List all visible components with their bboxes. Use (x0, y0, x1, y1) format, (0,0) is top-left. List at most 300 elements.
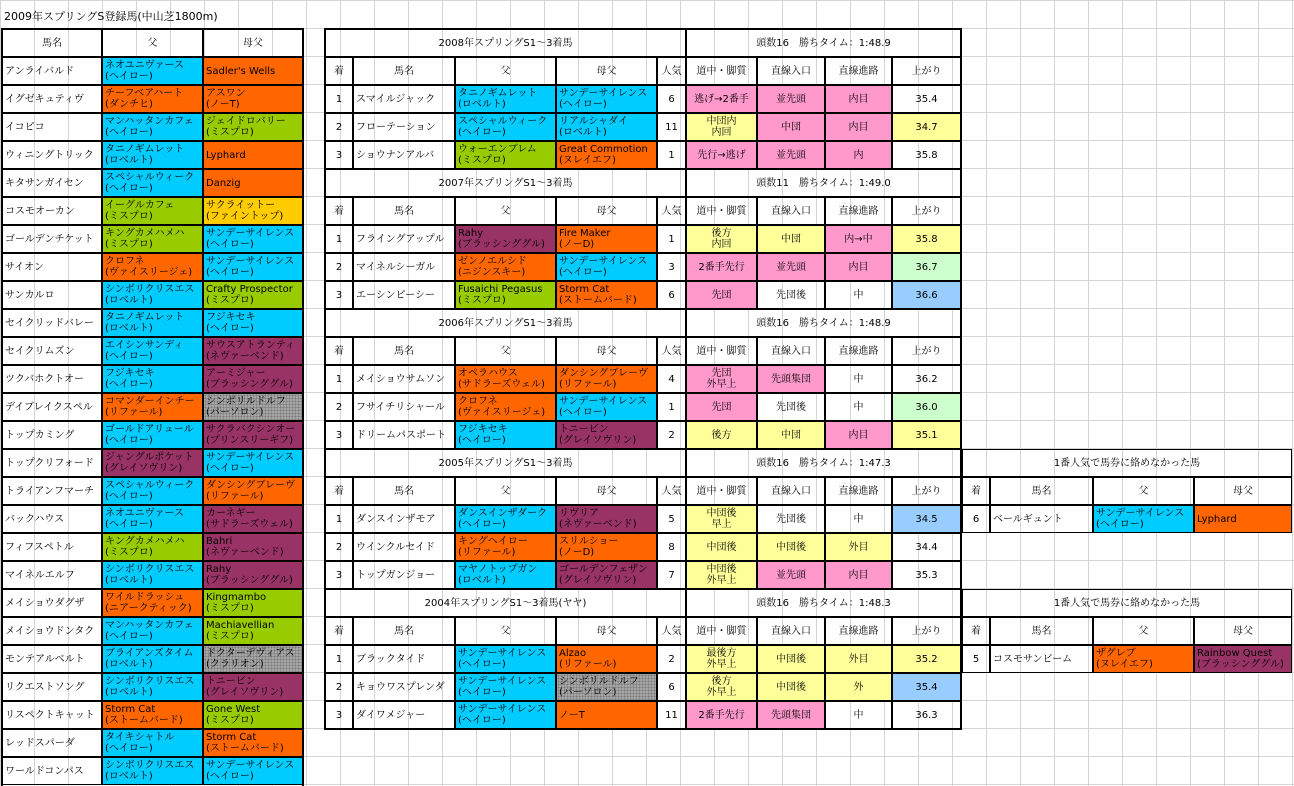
race-header-1[interactable]: 馬名 (353, 197, 455, 225)
race-finish-position[interactable]: 1 (325, 85, 353, 113)
registry-damsire[interactable]: シンボリルドルフ (パーソロン) (203, 393, 303, 421)
race-sire[interactable]: ゼンノエルシド (ニジンスキー) (455, 253, 556, 281)
registry-damsire[interactable]: Kingmambo (ミスプロ) (203, 589, 303, 617)
race-title[interactable]: 2005年スプリングS1～3着馬 (325, 449, 686, 477)
race-stretch-path[interactable]: 内目 (825, 253, 892, 281)
race-stretch-entry[interactable]: 並先頭 (757, 85, 825, 113)
race-stretch-path[interactable]: 内 (825, 141, 892, 169)
registry-sire[interactable]: エイシンサンディ (ヘイロー) (102, 337, 203, 365)
race-header-0[interactable]: 着 (325, 197, 353, 225)
race-running-style[interactable]: 逃げ→2番手 (686, 85, 757, 113)
race-popularity[interactable]: 4 (657, 365, 686, 393)
race-header-7[interactable]: 直線進路 (825, 337, 892, 365)
race-header-4[interactable]: 人気 (657, 197, 686, 225)
race-header-5[interactable]: 道中・脚質 (686, 477, 757, 505)
race-popularity[interactable]: 3 (657, 253, 686, 281)
registry-sire[interactable]: クロフネ (ヴァイスリージェ) (102, 253, 203, 281)
race-border-top (324, 448, 962, 450)
race-header-3[interactable]: 母父 (556, 617, 657, 645)
race-header-6[interactable]: 直線入口 (757, 617, 825, 645)
race-running-style[interactable]: 先団 (686, 281, 757, 309)
race-last-3f-time[interactable]: 36.6 (892, 281, 961, 309)
registry-damsire[interactable]: フジキセキ (ヘイロー) (203, 309, 303, 337)
race-finish-position[interactable]: 2 (325, 673, 353, 701)
race-damsire[interactable]: ゴールデンフェザン (グレイソヴリン) (556, 561, 657, 589)
favorite-horse-name[interactable]: ベールギュント (990, 505, 1093, 533)
registry-horse-name[interactable]: トップクリフォード (2, 449, 102, 477)
race-sire[interactable]: サンデーサイレンス (ヘイロー) (455, 701, 556, 729)
race-header-8[interactable]: 上がり (892, 197, 961, 225)
race-header-0[interactable]: 着 (325, 337, 353, 365)
race-stretch-entry[interactable]: 先頭集団 (757, 365, 825, 393)
registry-horse-name[interactable]: サンカルロ (2, 281, 102, 309)
race-sire[interactable]: ウォーエンブレム (ミスプロ) (455, 141, 556, 169)
race-header-2[interactable]: 父 (455, 337, 556, 365)
race-border-bottom (324, 728, 962, 730)
registry-sire[interactable]: シンボリクリスエス (ロベルト) (102, 757, 203, 785)
race-finish-position[interactable]: 3 (325, 281, 353, 309)
race-sire[interactable]: ダンスインザダーク (ヘイロー) (455, 505, 556, 533)
registry-sire[interactable]: キングカメハメハ (ミスプロ) (102, 533, 203, 561)
registry-horse-name[interactable]: キタサンガイセン (2, 169, 102, 197)
registry-sire[interactable]: Storm Cat (ストームバード) (102, 701, 203, 729)
registry-damsire[interactable]: Bahri (ネヴァーベンド) (203, 533, 303, 561)
registry-damsire[interactable]: トニービン (グレイソヴリン) (203, 673, 303, 701)
race-running-style[interactable]: 中団後 早上 (686, 505, 757, 533)
race-stretch-path[interactable]: 内目 (825, 421, 892, 449)
registry-sire[interactable]: フジキセキ (ヘイロー) (102, 365, 203, 393)
race-header-8[interactable]: 上がり (892, 57, 961, 85)
registry-header-horse[interactable]: 馬名 (2, 29, 102, 57)
race-stretch-path[interactable]: 中 (825, 505, 892, 533)
race-stretch-path[interactable]: 中 (825, 701, 892, 729)
race-info[interactable]: 頭数11 勝ちタイム：1:49.0 (686, 169, 961, 197)
favorite-header-1[interactable]: 馬名 (990, 477, 1093, 505)
race-horse-name[interactable]: ショウナンアルバ (353, 141, 455, 169)
race-header-4[interactable]: 人気 (657, 617, 686, 645)
registry-damsire[interactable]: Gone West (ミスプロ) (203, 701, 303, 729)
race-stretch-path[interactable]: 内目 (825, 85, 892, 113)
favorite-horse-name[interactable]: コスモサンビーム (990, 645, 1093, 673)
race-popularity[interactable]: 1 (657, 141, 686, 169)
race-running-style[interactable]: 最後方 外早上 (686, 645, 757, 673)
race-damsire[interactable]: トニービン (グレイソヴリン) (556, 421, 657, 449)
registry-damsire[interactable]: サクラバクシンオー (プリンスリーギフ) (203, 421, 303, 449)
race-finish-position[interactable]: 1 (325, 365, 353, 393)
registry-horse-name[interactable]: バックハウス (2, 505, 102, 533)
race-header-1[interactable]: 馬名 (353, 617, 455, 645)
race-header-1[interactable]: 馬名 (353, 57, 455, 85)
race-finish-position[interactable]: 1 (325, 225, 353, 253)
race-running-style[interactable]: 先行→逃げ (686, 141, 757, 169)
race-last-3f-time[interactable]: 34.4 (892, 533, 961, 561)
race-horse-name[interactable]: マイネルシーガル (353, 253, 455, 281)
race-sire[interactable]: Rahy (ブラッシンググル) (455, 225, 556, 253)
registry-horse-name[interactable]: コスモオーカン (2, 197, 102, 225)
registry-border-right (302, 28, 304, 786)
race-popularity[interactable]: 1 (657, 393, 686, 421)
registry-damsire[interactable]: サンデーサイレンス (ヘイロー) (203, 253, 303, 281)
race-header-4[interactable]: 人気 (657, 57, 686, 85)
race-header-2[interactable]: 父 (455, 197, 556, 225)
registry-damsire[interactable]: サクライットー (ファイントップ) (203, 197, 303, 225)
registry-sire[interactable]: タニノギムレット (ロベルト) (102, 309, 203, 337)
race-popularity[interactable]: 11 (657, 113, 686, 141)
registry-horse-name[interactable]: イグゼキュティヴ (2, 85, 102, 113)
race-header-4[interactable]: 人気 (657, 337, 686, 365)
registry-horse-name[interactable]: レッドスパーダ (2, 729, 102, 757)
registry-sire[interactable]: スペシャルウィーク (ヘイロー) (102, 477, 203, 505)
race-popularity[interactable]: 1 (657, 225, 686, 253)
favorite-sire[interactable]: サンデーサイレンス (ヘイロー) (1093, 505, 1194, 533)
favorite-header-3[interactable]: 母父 (1194, 617, 1292, 645)
race-header-6[interactable]: 直線入口 (757, 477, 825, 505)
race-title[interactable]: 2004年スプリングS1～3着馬(ヤヤ) (325, 589, 686, 617)
race-running-style[interactable]: 後方 外早上 (686, 673, 757, 701)
race-damsire[interactable]: ノーT (556, 701, 657, 729)
registry-sire[interactable]: ワイルドラッシュ (ニアークティック) (102, 589, 203, 617)
registry-damsire[interactable]: ジェイドロバリー (ミスプロ) (203, 113, 303, 141)
race-sire[interactable]: フジキセキ (ヘイロー) (455, 421, 556, 449)
registry-sire[interactable]: キングカメハメハ (ミスプロ) (102, 225, 203, 253)
race-header-5[interactable]: 道中・脚質 (686, 617, 757, 645)
race-header-5[interactable]: 道中・脚質 (686, 57, 757, 85)
race-stretch-entry[interactable]: 中団 (757, 421, 825, 449)
race-last-3f-time[interactable]: 36.3 (892, 701, 961, 729)
registry-horse-name[interactable]: リスペクトキャット (2, 701, 102, 729)
race-damsire[interactable]: サンデーサイレンス (ヘイロー) (556, 85, 657, 113)
race-border-top (324, 588, 962, 590)
registry-sire[interactable]: マンハッタンカフェ (ヘイロー) (102, 113, 203, 141)
registry-horse-name[interactable]: セイクリムズン (2, 337, 102, 365)
race-finish-position[interactable]: 3 (325, 561, 353, 589)
favorite-header-0[interactable]: 着 (962, 477, 990, 505)
race-horse-name[interactable]: ドリームパスポート (353, 421, 455, 449)
registry-horse-name[interactable]: フィフスペトル (2, 533, 102, 561)
registry-damsire[interactable]: Lyphard (203, 141, 303, 169)
favorite-finish-position[interactable]: 6 (962, 505, 990, 533)
race-stretch-path[interactable]: 外 (825, 673, 892, 701)
race-damsire[interactable]: Fire Maker (ノーD) (556, 225, 657, 253)
race-popularity[interactable]: 8 (657, 533, 686, 561)
race-stretch-entry[interactable]: 中団後 (757, 645, 825, 673)
race-header-5[interactable]: 道中・脚質 (686, 337, 757, 365)
race-header-3[interactable]: 母父 (556, 197, 657, 225)
favorite-header-2[interactable]: 父 (1093, 477, 1194, 505)
race-header-7[interactable]: 直線進路 (825, 477, 892, 505)
registry-horse-name[interactable]: トライアンフマーチ (2, 477, 102, 505)
registry-sire[interactable]: ネオユニヴァース (ヘイロー) (102, 57, 203, 85)
race-running-style[interactable]: 中団後 (686, 533, 757, 561)
registry-damsire[interactable]: Machiavellian (ミスプロ) (203, 617, 303, 645)
race-stretch-entry[interactable]: 先団後 (757, 281, 825, 309)
race-last-3f-time[interactable]: 34.5 (892, 505, 961, 533)
race-stretch-entry[interactable]: 中団 (757, 113, 825, 141)
race-running-style[interactable]: 後方 内回 (686, 225, 757, 253)
registry-header-sire[interactable]: 父 (102, 29, 203, 57)
race-running-style[interactable]: 先団 外早上 (686, 365, 757, 393)
race-header-1[interactable]: 馬名 (353, 477, 455, 505)
race-stretch-entry[interactable]: 先団後 (757, 505, 825, 533)
registry-border-top (1, 28, 304, 30)
race-info[interactable]: 頭数16 勝ちタイム：1:48.3 (686, 589, 961, 617)
race-finish-position[interactable]: 3 (325, 421, 353, 449)
race-info[interactable]: 頭数16 勝ちタイム：1:47.3 (686, 449, 961, 477)
registry-damsire[interactable]: サンデーサイレンス (ヘイロー) (203, 757, 303, 785)
race-stretch-path[interactable]: 内目 (825, 113, 892, 141)
race-running-style[interactable]: 2番手先行 (686, 701, 757, 729)
race-header-8[interactable]: 上がり (892, 337, 961, 365)
race-header-6[interactable]: 直線入口 (757, 57, 825, 85)
favorite-header-0[interactable]: 着 (962, 617, 990, 645)
registry-horse-name[interactable]: メイショウダグザ (2, 589, 102, 617)
race-last-3f-time[interactable]: 36.2 (892, 365, 961, 393)
favorite-title[interactable]: 1番人気で馬券に絡めなかった馬 (962, 449, 1292, 477)
race-header-0[interactable]: 着 (325, 617, 353, 645)
race-damsire[interactable]: Alzao (リファール) (556, 645, 657, 673)
registry-damsire[interactable]: ドクターデヴィアス (クラリオン) (203, 645, 303, 673)
race-title[interactable]: 2008年スプリングS1～3着馬 (325, 29, 686, 57)
race-popularity[interactable]: 6 (657, 85, 686, 113)
race-horse-name[interactable]: ウインクルセイド (353, 533, 455, 561)
registry-title[interactable]: 2009年スプリングS登録馬(中山芝1800m) (4, 9, 218, 23)
race-header-0[interactable]: 着 (325, 57, 353, 85)
registry-sire[interactable]: シンボリクリスエス (ロベルト) (102, 281, 203, 309)
race-horse-name[interactable]: フサイチリシャール (353, 393, 455, 421)
registry-sire[interactable]: ネオユニヴァース (ヘイロー) (102, 505, 203, 533)
registry-sire[interactable]: ジャングルポケット (グレイソヴリン) (102, 449, 203, 477)
race-damsire[interactable]: Great Commotion (ヌレイエフ) (556, 141, 657, 169)
registry-border-left (1, 28, 3, 786)
race-header-7[interactable]: 直線進路 (825, 197, 892, 225)
race-stretch-path[interactable]: 中 (825, 393, 892, 421)
favorite-damsire[interactable]: Rainbow Quest (ブラッシンググル) (1194, 645, 1292, 673)
race-damsire[interactable]: Storm Cat (ストームバード) (556, 281, 657, 309)
race-info[interactable]: 頭数16 勝ちタイム：1:48.9 (686, 309, 961, 337)
race-stretch-entry[interactable]: 中団後 (757, 533, 825, 561)
race-header-0[interactable]: 着 (325, 477, 353, 505)
race-title[interactable]: 2006年スプリングS1～3着馬 (325, 309, 686, 337)
race-stretch-entry[interactable]: 中団後 (757, 673, 825, 701)
race-stretch-path[interactable]: 外目 (825, 645, 892, 673)
race-header-1[interactable]: 馬名 (353, 337, 455, 365)
favorite-finish-position[interactable]: 5 (962, 645, 990, 673)
race-finish-position[interactable]: 2 (325, 253, 353, 281)
race-header-8[interactable]: 上がり (892, 477, 961, 505)
registry-horse-name[interactable]: サイオン (2, 253, 102, 281)
race-header-6[interactable]: 直線入口 (757, 197, 825, 225)
race-horse-name[interactable]: トップガンジョー (353, 561, 455, 589)
race-last-3f-time[interactable]: 35.3 (892, 561, 961, 589)
race-header-8[interactable]: 上がり (892, 617, 961, 645)
race-running-style[interactable]: 先団 (686, 393, 757, 421)
race-last-3f-time[interactable]: 35.2 (892, 645, 961, 673)
race-header-4[interactable]: 人気 (657, 477, 686, 505)
registry-damsire[interactable]: サンデーサイレンス (ヘイロー) (203, 449, 303, 477)
registry-horse-name[interactable]: ゴールデンチケット (2, 225, 102, 253)
race-finish-position[interactable]: 2 (325, 393, 353, 421)
race-stretch-path[interactable]: 中 (825, 281, 892, 309)
registry-horse-name[interactable]: マイネルエルフ (2, 561, 102, 589)
race-last-3f-time[interactable]: 36.7 (892, 253, 961, 281)
race-damsire[interactable]: サンデーサイレンス (ヘイロー) (556, 393, 657, 421)
race-damsire[interactable]: シンボリルドルフ (パーソロン) (556, 673, 657, 701)
race-last-3f-time[interactable]: 35.8 (892, 141, 961, 169)
race-running-style[interactable]: 2番手先行 (686, 253, 757, 281)
race-header-2[interactable]: 父 (455, 617, 556, 645)
race-stretch-path[interactable]: 中 (825, 365, 892, 393)
race-border-top (324, 308, 962, 310)
race-damsire[interactable]: ダンシングブレーヴ (リファール) (556, 365, 657, 393)
race-stretch-entry[interactable]: 並先頭 (757, 141, 825, 169)
race-finish-position[interactable]: 2 (325, 113, 353, 141)
registry-damsire[interactable]: Danzig (203, 169, 303, 197)
race-stretch-path[interactable]: 外目 (825, 533, 892, 561)
registry-horse-name[interactable]: デイブレイクスペル (2, 393, 102, 421)
race-sire[interactable]: クロフネ (ヴァイスリージェ) (455, 393, 556, 421)
race-sire[interactable]: タニノギムレット (ロベルト) (455, 85, 556, 113)
race-header-2[interactable]: 父 (455, 477, 556, 505)
race-last-3f-time[interactable]: 35.1 (892, 421, 961, 449)
registry-damsire[interactable]: カーネギー (サドラーズウェル) (203, 505, 303, 533)
registry-sire[interactable]: スペシャルウィーク (ヘイロー) (102, 169, 203, 197)
registry-horse-name[interactable]: ワールドコンパス (2, 757, 102, 785)
registry-damsire[interactable]: アスワン (ノーT) (203, 85, 303, 113)
race-sire[interactable]: Fusaichi Pegasus (ミスプロ) (455, 281, 556, 309)
race-sire[interactable]: サンデーサイレンス (ヘイロー) (455, 645, 556, 673)
registry-damsire[interactable]: Rahy (ブラッシンググル) (203, 561, 303, 589)
race-header-3[interactable]: 母父 (556, 477, 657, 505)
race-horse-name[interactable]: フライングアップル (353, 225, 455, 253)
race-last-3f-time[interactable]: 35.4 (892, 85, 961, 113)
registry-horse-name[interactable]: リクエストソング (2, 673, 102, 701)
race-finish-position[interactable]: 1 (325, 505, 353, 533)
race-running-style[interactable]: 中団内 内回 (686, 113, 757, 141)
favorite-header-3[interactable]: 母父 (1194, 477, 1292, 505)
race-header-7[interactable]: 直線進路 (825, 57, 892, 85)
race-stretch-entry[interactable]: 先団後 (757, 393, 825, 421)
registry-horse-name[interactable]: アンライバルド (2, 57, 102, 85)
race-horse-name[interactable]: ブラックタイド (353, 645, 455, 673)
race-horse-name[interactable]: ダイワメジャー (353, 701, 455, 729)
registry-sire[interactable]: ゴールドアリュール (ヘイロー) (102, 421, 203, 449)
registry-horse-name[interactable]: イコピコ (2, 113, 102, 141)
registry-sire[interactable]: タニノギムレット (ロベルト) (102, 141, 203, 169)
race-damsire[interactable]: リアルシャダイ (ロベルト) (556, 113, 657, 141)
race-header-2[interactable]: 父 (455, 57, 556, 85)
registry-sire[interactable]: シンボリクリスエス (ロベルト) (102, 561, 203, 589)
race-finish-position[interactable]: 3 (325, 701, 353, 729)
race-popularity[interactable]: 5 (657, 505, 686, 533)
race-info[interactable]: 頭数16 勝ちタイム：1:48.9 (686, 29, 961, 57)
race-popularity[interactable]: 2 (657, 645, 686, 673)
registry-sire[interactable]: マンハッタンカフェ (ヘイロー) (102, 617, 203, 645)
race-popularity[interactable]: 6 (657, 281, 686, 309)
race-header-7[interactable]: 直線進路 (825, 617, 892, 645)
registry-sire[interactable]: コマンダーインチー (リファール) (102, 393, 203, 421)
race-popularity[interactable]: 6 (657, 673, 686, 701)
favorite-header-1[interactable]: 馬名 (990, 617, 1093, 645)
race-finish-position[interactable]: 2 (325, 533, 353, 561)
race-horse-name[interactable]: フローテーション (353, 113, 455, 141)
race-sire[interactable]: サンデーサイレンス (ヘイロー) (455, 673, 556, 701)
race-popularity[interactable]: 11 (657, 701, 686, 729)
registry-horse-name[interactable]: モンテアルベルト (2, 645, 102, 673)
race-header-3[interactable]: 母父 (556, 337, 657, 365)
race-popularity[interactable]: 2 (657, 421, 686, 449)
race-horse-name[interactable]: キョウワスプレンダ (353, 673, 455, 701)
registry-sire[interactable]: ブライアンズタイム (ロベルト) (102, 645, 203, 673)
race-sire[interactable]: スペシャルウィーク (ヘイロー) (455, 113, 556, 141)
race-stretch-entry[interactable]: 先頭集団 (757, 701, 825, 729)
registry-header-damsire[interactable]: 母父 (203, 29, 303, 57)
race-stretch-path[interactable]: 内目 (825, 561, 892, 589)
race-last-3f-time[interactable]: 35.8 (892, 225, 961, 253)
favorite-damsire[interactable]: Lyphard (1194, 505, 1292, 533)
registry-sire[interactable]: イーグルカフェ (ミスプロ) (102, 197, 203, 225)
race-running-style[interactable]: 後方 (686, 421, 757, 449)
registry-sire[interactable]: チーフベアハート (ダンチヒ) (102, 85, 203, 113)
registry-horse-name[interactable]: トップカミング (2, 421, 102, 449)
race-popularity[interactable]: 7 (657, 561, 686, 589)
registry-sire[interactable]: タイキシャトル (ヘイロー) (102, 729, 203, 757)
favorite-title[interactable]: 1番人気で馬券に絡めなかった馬 (962, 589, 1292, 617)
race-horse-name[interactable]: ダンスインザモア (353, 505, 455, 533)
favorite-header-2[interactable]: 父 (1093, 617, 1194, 645)
race-header-6[interactable]: 直線入口 (757, 337, 825, 365)
race-stretch-entry[interactable]: 並先頭 (757, 253, 825, 281)
race-sire[interactable]: オペラハウス (サドラーズウェル) (455, 365, 556, 393)
registry-damsire[interactable]: アーミジャー (ブラッシンググル) (203, 365, 303, 393)
race-stretch-entry[interactable]: 中団 (757, 225, 825, 253)
race-horse-name[interactable]: メイショウサムソン (353, 365, 455, 393)
registry-damsire[interactable]: Storm Cat (ストームバード) (203, 729, 303, 757)
race-sire[interactable]: マヤノトップガン (ロベルト) (455, 561, 556, 589)
registry-horse-name[interactable]: ツクバホクトオー (2, 365, 102, 393)
race-damsire[interactable]: サンデーサイレンス (ヘイロー) (556, 253, 657, 281)
race-horse-name[interactable]: エーシンピーシー (353, 281, 455, 309)
race-border-left (324, 28, 326, 730)
race-border-top (324, 28, 962, 30)
race-damsire[interactable]: スリルショー (ノーD) (556, 533, 657, 561)
race-header-3[interactable]: 母父 (556, 57, 657, 85)
registry-damsire[interactable]: ダンシングブレーヴ (リファール) (203, 477, 303, 505)
registry-damsire[interactable]: Sadler's Wells (203, 57, 303, 85)
race-stretch-path[interactable]: 内→中 (825, 225, 892, 253)
race-damsire[interactable]: リヴリア (ネヴァーベンド) (556, 505, 657, 533)
race-horse-name[interactable]: スマイルジャック (353, 85, 455, 113)
registry-damsire[interactable]: Crafty Prospector (ミスプロ) (203, 281, 303, 309)
race-last-3f-time[interactable]: 34.7 (892, 113, 961, 141)
race-header-5[interactable]: 道中・脚質 (686, 197, 757, 225)
race-border-top (324, 168, 962, 170)
race-title[interactable]: 2007年スプリングS1～3着馬 (325, 169, 686, 197)
race-finish-position[interactable]: 1 (325, 645, 353, 673)
race-stretch-entry[interactable]: 並先頭 (757, 561, 825, 589)
race-last-3f-time[interactable]: 36.0 (892, 393, 961, 421)
race-finish-position[interactable]: 3 (325, 141, 353, 169)
registry-horse-name[interactable]: セイクリッドバレー (2, 309, 102, 337)
registry-damsire[interactable]: サンデーサイレンス (ヘイロー) (203, 225, 303, 253)
race-sire[interactable]: キングヘイロー (リファール) (455, 533, 556, 561)
race-last-3f-time[interactable]: 35.4 (892, 673, 961, 701)
registry-horse-name[interactable]: ウィニングトリック (2, 141, 102, 169)
registry-horse-name[interactable]: メイショウドンタク (2, 617, 102, 645)
registry-sire[interactable]: シンボリクリスエス (ロベルト) (102, 673, 203, 701)
favorite-sire[interactable]: ザグレブ (ヌレイエフ) (1093, 645, 1194, 673)
race-running-style[interactable]: 中団後 外早上 (686, 561, 757, 589)
registry-damsire[interactable]: サウスアトランティ (ネヴァーベンド) (203, 337, 303, 365)
